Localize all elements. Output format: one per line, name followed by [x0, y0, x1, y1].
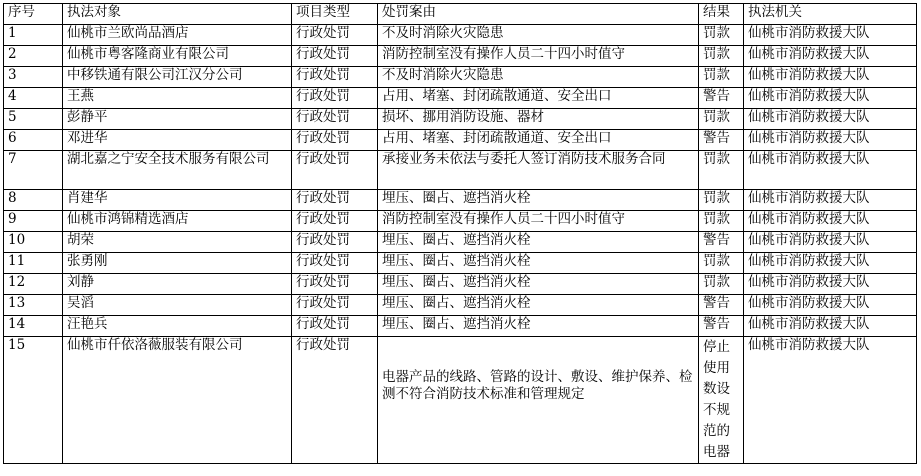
cell-target: 吴滔: [63, 295, 292, 316]
cell-result: 罚款: [699, 211, 744, 232]
header-authority: 执法机关: [744, 4, 917, 25]
cell-result-text: 停止使用数设不规范的电器: [703, 339, 730, 460]
cell-reason: 损坏、挪用消防设施、器材: [378, 109, 699, 130]
table-row: [4, 337, 917, 464]
cell-target: 刘静: [63, 274, 292, 295]
cell-result: 罚款: [699, 274, 744, 295]
cell-no: 11: [4, 253, 63, 274]
penalty-table: [3, 3, 917, 464]
cell-no: 8: [4, 190, 63, 211]
cell-type: 行政处罚: [292, 274, 378, 295]
cell-no: 14: [4, 316, 63, 337]
table-row: [4, 67, 917, 88]
table-row: [4, 274, 917, 295]
cell-reason: [378, 337, 699, 464]
cell-reason: 不及时消除火灾隐患: [378, 25, 699, 46]
cell-reason: 消防控制室没有操作人员二十四小时值守: [378, 211, 699, 232]
cell-authority: 仙桃市消防救援大队: [744, 46, 917, 67]
cell-no: 12: [4, 274, 63, 295]
cell-reason: 占用、堵塞、封闭疏散通道、安全出口: [378, 130, 699, 151]
cell-no: 10: [4, 232, 63, 253]
table-row: [4, 46, 917, 67]
cell-type: 行政处罚: [292, 232, 378, 253]
cell-result: [699, 337, 744, 464]
cell-authority: 仙桃市消防救援大队: [744, 151, 917, 190]
cell-type: 行政处罚: [292, 337, 378, 464]
cell-authority: 仙桃市消防救援大队: [744, 232, 917, 253]
cell-result: 警告: [699, 88, 744, 109]
cell-target: 仙桃市粤客隆商业有限公司: [63, 46, 292, 67]
cell-target: 王燕: [63, 88, 292, 109]
cell-authority: 仙桃市消防救援大队: [744, 253, 917, 274]
cell-type: 行政处罚: [292, 130, 378, 151]
cell-reason-text: 电器产品的线路、管路的设计、敷设、维护保养、检测不符合消防技术标准和管理规定: [382, 369, 693, 402]
cell-no: 13: [4, 295, 63, 316]
cell-type: 行政处罚: [292, 211, 378, 232]
table-row: [4, 190, 917, 211]
table-row: [4, 109, 917, 130]
cell-result: 警告: [699, 316, 744, 337]
cell-result: 罚款: [699, 67, 744, 88]
cell-type: 行政处罚: [292, 253, 378, 274]
cell-type: 行政处罚: [292, 316, 378, 337]
cell-reason: 埋压、圈占、遮挡消火栓: [378, 274, 699, 295]
cell-reason: 埋压、圈占、遮挡消火栓: [378, 253, 699, 274]
table-row: [4, 253, 917, 274]
cell-target: 邓进华: [63, 130, 292, 151]
table-row: [4, 130, 917, 151]
cell-type: 行政处罚: [292, 88, 378, 109]
cell-target: 湖北嘉之宁安全技术服务有限公司: [63, 151, 292, 190]
cell-result: 罚款: [699, 253, 744, 274]
cell-result: 罚款: [699, 190, 744, 211]
table-row: [4, 151, 917, 190]
cell-target: 仙桃市仟依洛薇服装有限公司: [63, 337, 292, 464]
table-row: [4, 211, 917, 232]
cell-authority: 仙桃市消防救援大队: [744, 337, 917, 464]
cell-result: 罚款: [699, 25, 744, 46]
cell-reason: 占用、堵塞、封闭疏散通道、安全出口: [378, 88, 699, 109]
cell-authority: 仙桃市消防救援大队: [744, 274, 917, 295]
cell-target: 仙桃市兰欧尚品酒店: [63, 25, 292, 46]
cell-result: 罚款: [699, 109, 744, 130]
cell-authority: 仙桃市消防救援大队: [744, 109, 917, 130]
table-row: [4, 25, 917, 46]
cell-target: 汪艳兵: [63, 316, 292, 337]
cell-authority: 仙桃市消防救援大队: [744, 316, 917, 337]
cell-reason: 埋压、圈占、遮挡消火栓: [378, 232, 699, 253]
cell-target: 胡荣: [63, 232, 292, 253]
cell-result: 警告: [699, 295, 744, 316]
cell-reason: 埋压、圈占、遮挡消火栓: [378, 190, 699, 211]
cell-no: 6: [4, 130, 63, 151]
table-row: [4, 316, 917, 337]
cell-no: 9: [4, 211, 63, 232]
cell-type: 行政处罚: [292, 67, 378, 88]
cell-no: 15: [4, 337, 63, 464]
cell-reason: 不及时消除火灾隐患: [378, 67, 699, 88]
table-row: [4, 232, 917, 253]
header-reason: 处罚案由: [378, 4, 699, 25]
cell-authority: 仙桃市消防救援大队: [744, 190, 917, 211]
cell-no: 2: [4, 46, 63, 67]
cell-authority: 仙桃市消防救援大队: [744, 211, 917, 232]
cell-reason: 埋压、圈占、遮挡消火栓: [378, 295, 699, 316]
cell-target: 彭静平: [63, 109, 292, 130]
cell-reason: 消防控制室没有操作人员二十四小时值守: [378, 46, 699, 67]
cell-authority: 仙桃市消防救援大队: [744, 130, 917, 151]
cell-type: 行政处罚: [292, 109, 378, 130]
cell-type: 行政处罚: [292, 46, 378, 67]
cell-no: 7: [4, 151, 63, 190]
cell-type: 行政处罚: [292, 25, 378, 46]
cell-type: 行政处罚: [292, 190, 378, 211]
header-result: 结果: [699, 4, 744, 25]
table-row: [4, 88, 917, 109]
header-no: 序号: [4, 4, 63, 25]
cell-result: 罚款: [699, 151, 744, 190]
cell-type: 行政处罚: [292, 151, 378, 190]
cell-no: 4: [4, 88, 63, 109]
cell-reason: 埋压、圈占、遮挡消火栓: [378, 316, 699, 337]
cell-result: 罚款: [699, 46, 744, 67]
cell-no: 3: [4, 67, 63, 88]
cell-no: 1: [4, 25, 63, 46]
cell-type: 行政处罚: [292, 295, 378, 316]
cell-reason: 承接业务未依法与委托人签订消防技术服务合同: [378, 151, 699, 190]
cell-target: 肖建华: [63, 190, 292, 211]
cell-authority: 仙桃市消防救援大队: [744, 67, 917, 88]
cell-target: 张勇刚: [63, 253, 292, 274]
cell-authority: 仙桃市消防救援大队: [744, 295, 917, 316]
cell-target: 仙桃市鸿锦精选酒店: [63, 211, 292, 232]
cell-result: 警告: [699, 232, 744, 253]
cell-authority: 仙桃市消防救援大队: [744, 25, 917, 46]
cell-no: 5: [4, 109, 63, 130]
table-row: [4, 295, 917, 316]
header-type: 项目类型: [292, 4, 378, 25]
cell-target: 中移铁通有限公司江汉分公司: [63, 67, 292, 88]
cell-authority: 仙桃市消防救援大队: [744, 88, 917, 109]
header-row: [4, 4, 917, 25]
header-target: 执法对象: [63, 4, 292, 25]
cell-result: 警告: [699, 130, 744, 151]
